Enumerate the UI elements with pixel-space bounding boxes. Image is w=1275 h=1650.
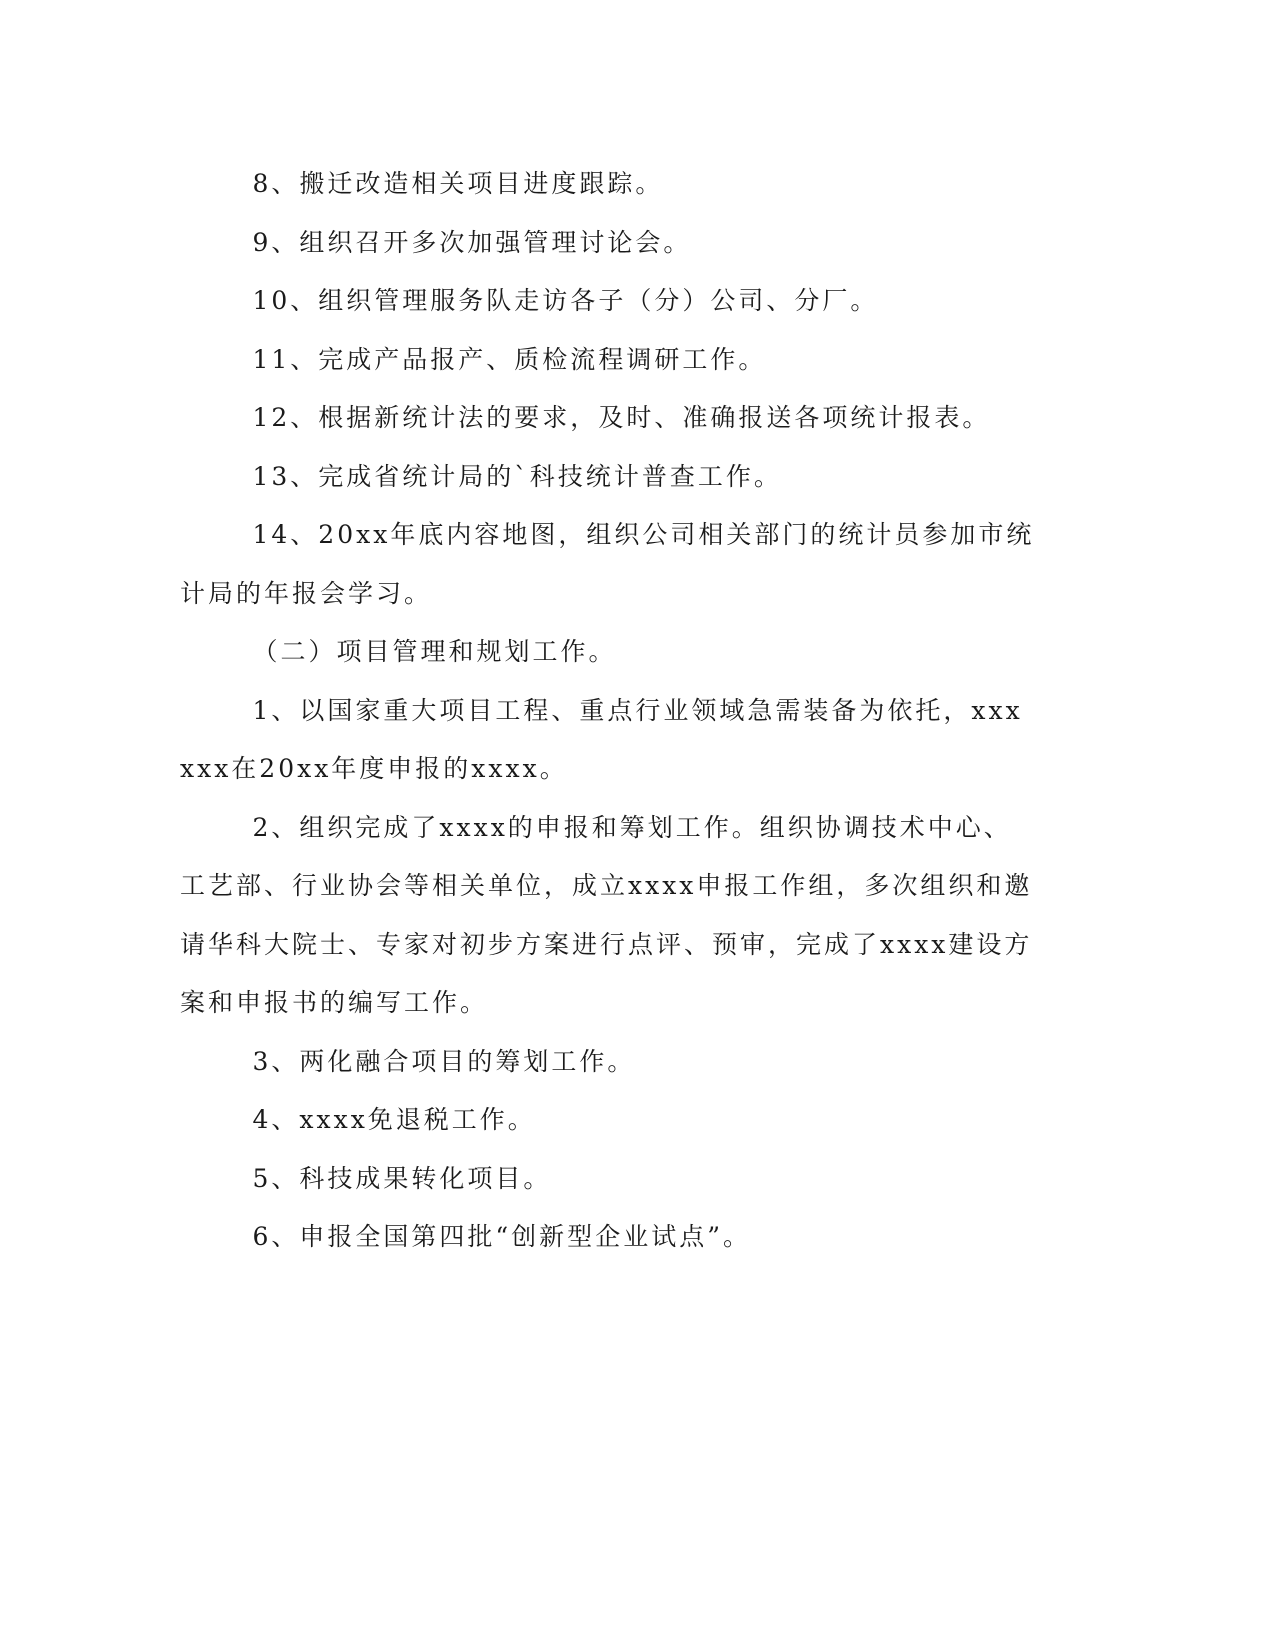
list-item-4: 4、xxxx免退税工作。 xyxy=(252,1105,536,1134)
list-item-13: 13、完成省统计局的`科技统计普查工作。 xyxy=(252,461,782,491)
list-item-1: 1、以国家重大项目工程、重点行业领域急需装备为依托，xxxxxx在20xx年度申报的xxxx。 xyxy=(180,695,1023,783)
section-heading: （二）项目管理和规划工作。 xyxy=(252,637,617,666)
document-body xyxy=(180,155,1035,1267)
list-item-3: 3、两化融合项目的筹划工作。 xyxy=(252,1046,636,1076)
list-item-2: 2、组织完成了xxxx的申报和筹划工作。组织协调技术中心、工艺部、行业协会等相关单位，成立xxxx申报工作组，多次组织和邀请华科大院士、专家对初步方案进行点评、预审，完成了xxxx建设方案和申报书的编写工作。 xyxy=(180,812,1033,1017)
list-item-8: 8、搬迁改造相关项目进度跟踪。 xyxy=(252,169,664,198)
list-item-5: 5、科技成果转化项目。 xyxy=(252,1163,552,1193)
list-item-10: 10、组织管理服务队走访各子（分）公司、分厂。 xyxy=(252,286,879,315)
list-item-14: 14、20xx年底内容地图，组织公司相关部门的统计员参加市统计局的年报会学习。 xyxy=(180,520,1035,608)
list-item-6: 6、申报全国第四批“创新型企业试点”。 xyxy=(252,1222,751,1251)
list-item-12: 12、根据新统计法的要求，及时、准确报送各项统计报表。 xyxy=(252,403,991,432)
list-item-9: 9、组织召开多次加强管理讨论会。 xyxy=(252,227,692,257)
list-item-11: 11、完成产品报产、质检流程调研工作。 xyxy=(252,344,767,374)
